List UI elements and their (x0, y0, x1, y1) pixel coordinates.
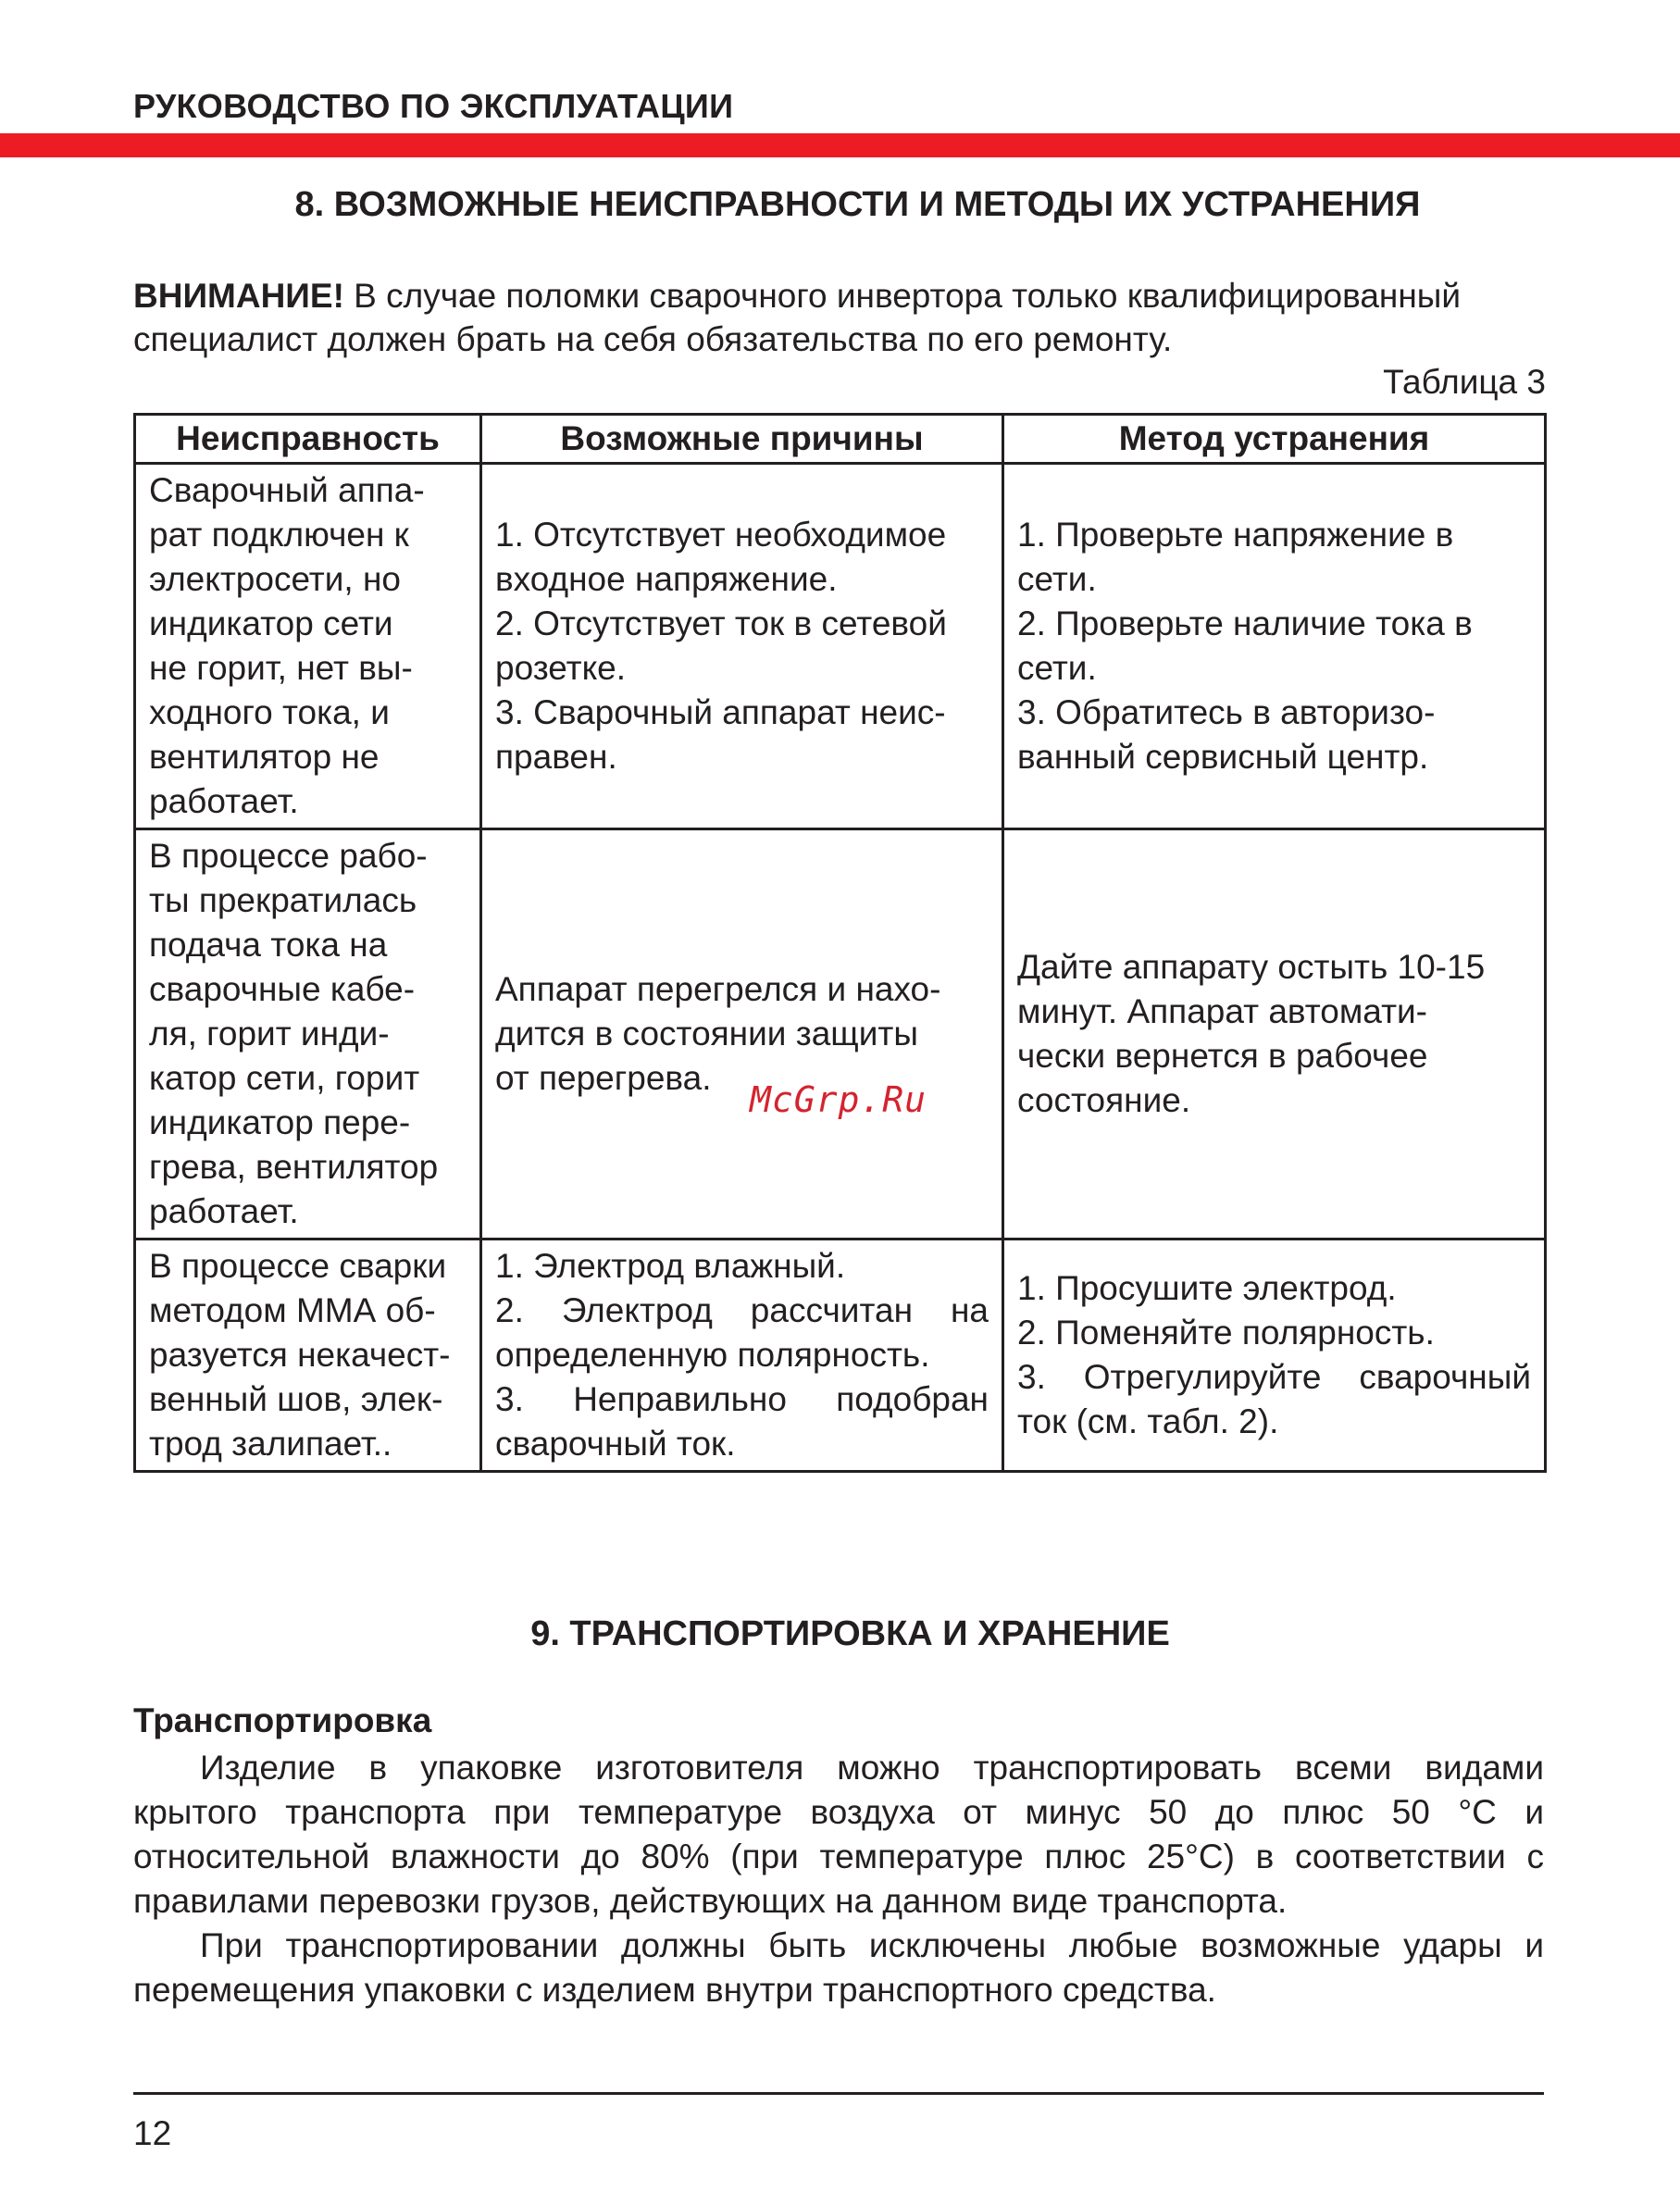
warning-label: ВНИМАНИЕ! (133, 277, 344, 315)
paragraph-line: крытого транспорта при температуре воздуха от минус 50 до плюс 50 °С и (133, 1793, 1544, 1831)
cell-line: сварочные кабе- (149, 970, 416, 1008)
header-red-band (0, 133, 1680, 157)
cell-line: не горит, нет вы- (149, 649, 413, 687)
cell-line: работает. (149, 1192, 299, 1230)
cell-line: 1. Отсутствует необходимое (495, 516, 947, 554)
cell-line: ток (см. табл. 2). (1017, 1402, 1279, 1440)
table-row (135, 1240, 1546, 1472)
remedy-cell (1003, 829, 1546, 1240)
cell-line: 3. Обратитесь в авторизо- (1017, 693, 1436, 731)
cell-line: от перегрева. (495, 1059, 712, 1097)
warning-text: В случае поломки сварочного инвертора только квалифицированный специалист должен брать на себя обязательства по его ремонту. (133, 277, 1462, 358)
section-9-title: 9. ТРАНСПОРТИРОВКА И ХРАНЕНИЕ (530, 1614, 1170, 1653)
cell-line: вентилятор не (149, 738, 380, 776)
cell-line: 3. Сварочный аппарат неис- (495, 693, 946, 731)
paragraph-line: относительной влажности до 80% (при температуре плюс 25°С) в соответствии с (133, 1838, 1544, 1875)
cell-line: сварочный ток. (495, 1425, 736, 1463)
header-fault: Неисправность (135, 415, 481, 464)
fault-cell (135, 1240, 481, 1472)
cell-line: ходного тока, и (149, 693, 390, 731)
cell-line: правен. (495, 738, 617, 776)
cell-line: ты прекратилась (149, 881, 417, 919)
cell-line: 3. Неправильно подобран (495, 1380, 989, 1418)
transport-subheading: Транспортировка (133, 1701, 432, 1739)
cell-line: методом ММА об- (149, 1291, 436, 1329)
table-row (135, 829, 1546, 1240)
cell-line: Аппарат перегрелся и нахо- (495, 970, 941, 1008)
running-header: РУКОВОДСТВО ПО ЭКСПЛУАТАЦИИ (133, 87, 734, 125)
cell-line: грева, вентилятор (149, 1148, 439, 1186)
table-row (135, 464, 1546, 829)
causes-cell (481, 1240, 1003, 1472)
cell-line: рат подключен к (149, 516, 409, 554)
table-header-row (135, 415, 1546, 464)
causes-cell (481, 829, 1003, 1240)
cell-line: минут. Аппарат автомати- (1017, 992, 1428, 1030)
watermark: McGrp.Ru (750, 1079, 927, 1120)
footer-rule (133, 2092, 1544, 2095)
cell-line: 2. Отсутствует ток в сетевой (495, 604, 947, 642)
cell-line: определенную полярность. (495, 1336, 930, 1374)
cell-line: дится в состоянии защиты (495, 1015, 918, 1053)
cell-line: подача тока на (149, 926, 388, 964)
fault-cell (135, 829, 481, 1240)
page-number: 12 (133, 2114, 172, 2152)
troubleshooting-table (133, 413, 1547, 1473)
cell-line: сети. (1017, 649, 1097, 687)
cell-line: В процессе сварки (149, 1247, 447, 1285)
paragraph-line: перемещения упаковки с изделием внутри транспортного средства. (133, 1971, 1216, 2009)
cell-line: входное напряжение. (495, 560, 838, 598)
cell-line: Дайте аппарату остыть 10-15 (1017, 948, 1486, 986)
cell-line: 2. Поменяйте полярность. (1017, 1314, 1435, 1352)
fault-cell (135, 464, 481, 829)
cell-line: работает. (149, 782, 299, 820)
cell-line: 3. Отрегулируйте сварочный (1017, 1358, 1531, 1396)
cell-line: 1. Проверьте напряжение в (1017, 516, 1454, 554)
paragraph-line: правилами перевозки грузов, действующих на данном виде транспорта. (133, 1882, 1288, 1920)
warning-paragraph (133, 274, 1548, 361)
cell-line: венный шов, элек- (149, 1380, 443, 1418)
cell-line: индикатор пере- (149, 1103, 411, 1141)
cell-line: 2. Электрод рассчитан на (495, 1291, 989, 1329)
causes-cell (481, 464, 1003, 829)
paragraph-line: Изделие в упаковке изготовителя можно транспортировать всеми видами (200, 1749, 1544, 1787)
paragraph-line: При транспортировании должны быть исключены любые возможные удары и (200, 1926, 1544, 1964)
cell-line: ля, горит инди- (149, 1015, 390, 1053)
remedy-cell (1003, 464, 1546, 829)
cell-line: индикатор сети (149, 604, 393, 642)
cell-line: ванный сервисный центр. (1017, 738, 1429, 776)
remedy-cell (1003, 1240, 1546, 1472)
table-caption: Таблица 3 (1383, 363, 1546, 401)
header-causes: Возможные причины (481, 415, 1003, 464)
cell-line: 1. Электрод влажный. (495, 1247, 846, 1285)
cell-line: разуется некачест- (149, 1336, 451, 1374)
cell-line: 1. Просушите электрод. (1017, 1269, 1397, 1307)
transport-paragraph-2 (133, 1924, 1544, 2012)
cell-line: сети. (1017, 560, 1097, 598)
cell-line: 2. Проверьте наличие тока в (1017, 604, 1473, 642)
cell-line: трод залипает.. (149, 1425, 392, 1463)
header-remedy: Метод устранения (1003, 415, 1546, 464)
section-8-title: 8. ВОЗМОЖНЫЕ НЕИСПРАВНОСТИ И МЕТОДЫ ИХ УСТРАНЕНИЯ (294, 185, 1421, 224)
cell-line: состояние. (1017, 1081, 1191, 1119)
cell-line: В процессе рабо- (149, 837, 428, 875)
cell-line: электросети, но (149, 560, 401, 598)
transport-paragraph-1 (133, 1746, 1544, 1924)
cell-line: Сварочный аппа- (149, 471, 425, 509)
cell-line: чески вернется в рабочее (1017, 1037, 1428, 1075)
cell-line: катор сети, горит (149, 1059, 420, 1097)
cell-line: розетке. (495, 649, 627, 687)
